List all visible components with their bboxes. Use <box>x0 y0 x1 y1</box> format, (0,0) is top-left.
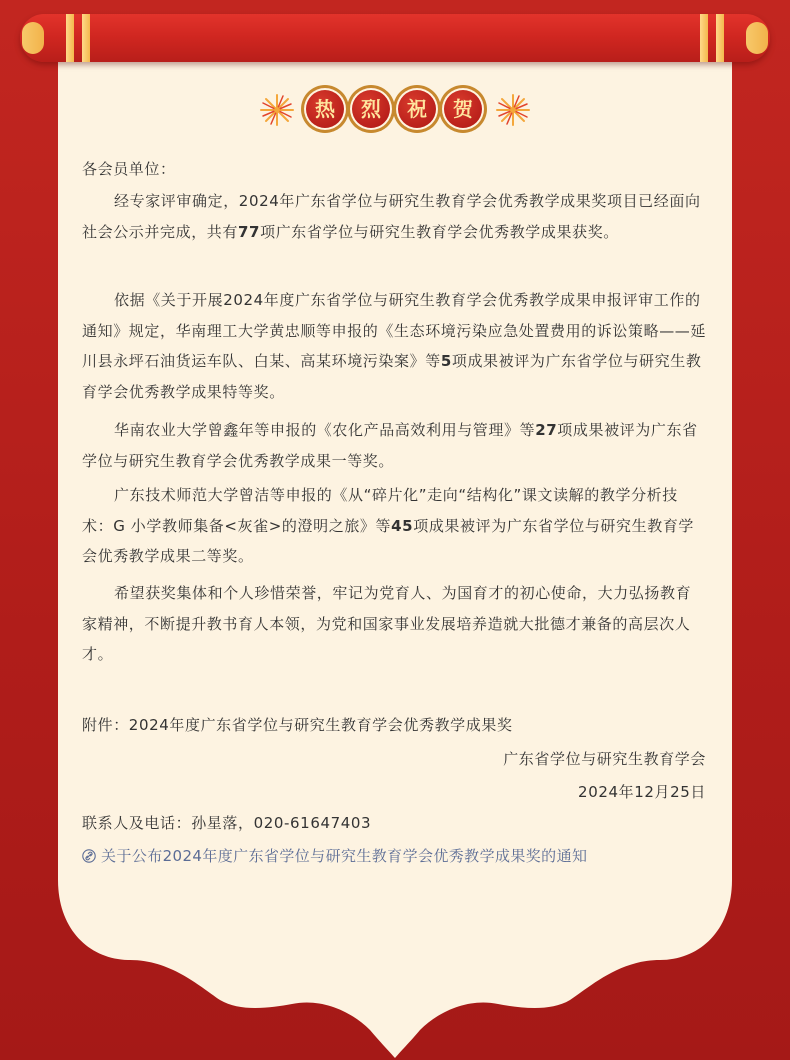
date: 2024年12月25日 <box>578 783 706 801</box>
count-77: 77 <box>238 222 261 241</box>
firework-icon <box>258 92 296 128</box>
scroll-rod <box>20 14 770 62</box>
paragraph-5-text: 希望获奖集体和个人珍惜荣誉，牢记为党育人、为国育才的初心使命，大力弘扬教育家精神，不断提升教书育人本领，为党和国家事业发展培养造就大批德才兼备的高层次人才。 <box>82 584 692 663</box>
paragraph-1-text: 经专家评审确定，2024年广东省学位与研究生教育学会优秀教学成果奖项目已经面向社会公示并完成，共有 <box>82 192 701 241</box>
scroll-stripe <box>82 14 90 62</box>
paragraph-5 <box>82 578 706 670</box>
title-char: 祝 <box>396 88 438 130</box>
paragraph-3-text: 华南农业大学曾鑫年等申报的《农化产品高效利用与管理》等 <box>114 421 536 439</box>
paragraph-2 <box>82 285 706 407</box>
paragraph-1-tail: 项广东省学位与研究生教育学会优秀教学成果获奖。 <box>260 222 619 241</box>
notice-link-text[interactable]: 关于公布2024年度广东省学位与研究生教育学会优秀教学成果奖的通知 <box>101 847 588 865</box>
paragraph-2-text: 依据《关于开展2024年度广东省学位与研究生教育学会优秀教学成果申报评审工作的通知》规定，华南理工大学黄忠顺等申报的《生态环境污染应急处置费用的诉讼策略——延川县永坪石油货运车队、白某、高某环境污染案》等 <box>82 291 707 370</box>
scroll-cap-right <box>746 22 768 54</box>
paragraph-3 <box>82 415 706 476</box>
title-char: 热 <box>304 88 346 130</box>
link-icon <box>82 849 96 863</box>
paragraph-4-tail: 项成果被评为广东省学位与研究生教育学会优秀教学成果二等奖。 <box>82 516 695 565</box>
scroll-stripe <box>700 14 708 62</box>
title-char: 贺 <box>442 88 484 130</box>
paragraph-4 <box>82 480 706 572</box>
title-char: 烈 <box>350 88 392 130</box>
paragraph-2-tail: 项成果被评为广东省学位与研究生教育学会优秀教学成果特等奖。 <box>82 352 702 401</box>
count-5: 5 <box>440 352 452 370</box>
paragraph-1 <box>82 186 706 247</box>
title-banner <box>258 88 538 132</box>
paragraph-3-tail: 项成果被评为广东省学位与研究生教育学会优秀教学成果一等奖。 <box>82 421 698 470</box>
signature: 广东省学位与研究生教育学会 <box>503 750 706 768</box>
count-45: 45 <box>391 516 414 535</box>
salutation: 各会员单位： <box>82 160 176 178</box>
attachment-line: 附件：2024年度广东省学位与研究生教育学会优秀教学成果奖 <box>82 716 513 734</box>
scroll-stripe <box>716 14 724 62</box>
contact-line: 联系人及电话：孙星落，020-61647403 <box>82 814 372 832</box>
notice-link[interactable] <box>82 845 587 866</box>
firework-icon <box>494 92 532 128</box>
scroll-stripe <box>66 14 74 62</box>
count-27: 27 <box>535 421 558 439</box>
paragraph-4-text: 广东技术师范大学曾洁等申报的《从“碎片化”走向“结构化”课文读解的教学分析技术：G 小学教师集备<灰雀>的澄明之旅》等 <box>82 486 678 535</box>
scroll-cap-left <box>22 22 44 54</box>
